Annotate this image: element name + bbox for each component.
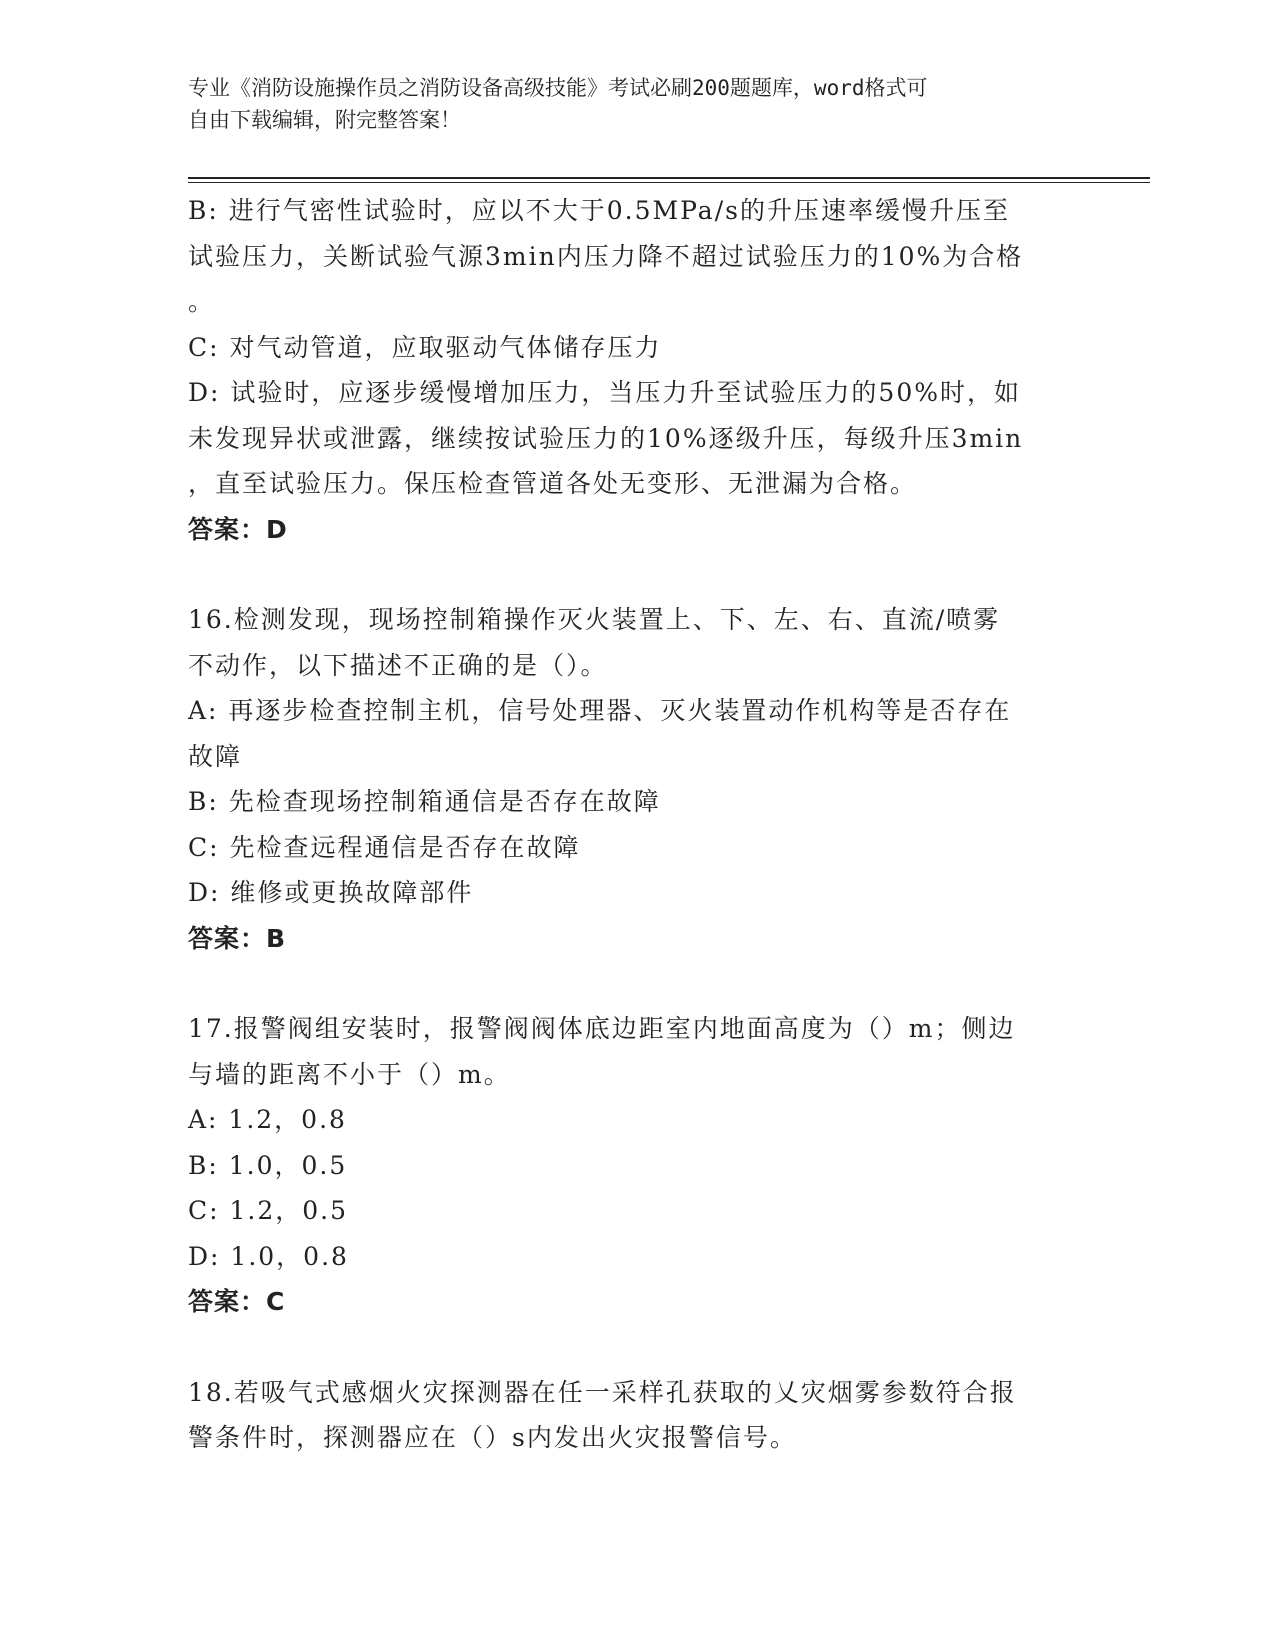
question-text-line-1: 16.检测发现，现场控制箱操作灭火装置上、下、左、右、直流/喷雾 — [188, 605, 1001, 634]
option-a: A: 1.2，0.8 — [188, 1105, 347, 1134]
header-divider-thick — [188, 177, 1150, 179]
spacer — [188, 1325, 1088, 1370]
header-line-2: 自由下载编辑，附完整答案！ — [188, 108, 461, 132]
question-15-continued — [188, 188, 1088, 552]
option-b: B: 先检查现场控制箱通信是否存在故障 — [188, 787, 661, 816]
spacer — [188, 961, 1088, 1006]
option-c: C: 先检查远程通信是否存在故障 — [188, 832, 581, 862]
option-d: D: 1.0，0.8 — [188, 1241, 349, 1271]
answer: 答案：B — [188, 923, 287, 953]
question-text-line-1: 17.报警阀组安装时，报警阀阀体底边距室内地面高度为（）m；侧边 — [188, 1014, 1016, 1043]
page-header — [188, 72, 1088, 136]
option-b-line-2: 试验压力，关断试验气源3min内压力降不超过试验压力的10%为合格 — [188, 241, 1024, 271]
header-divider-thin — [188, 182, 1150, 183]
question-text-line-2: 不动作，以下描述不正确的是（）。 — [188, 650, 608, 680]
question-18 — [188, 1370, 1088, 1461]
document-body — [188, 188, 1088, 1461]
question-text-line-2: 警条件时，探测器应在（）s内发出火灾报警信号。 — [188, 1423, 797, 1452]
option-d-line-2: 未发现异状或泄露，继续按试验压力的10%逐级升压，每级升压3min — [188, 423, 1024, 453]
option-a-line-2: 故障 — [188, 741, 243, 771]
option-d-line-1: D: 试验时，应逐步缓慢增加压力，当压力升至试验压力的50%时，如 — [188, 378, 1021, 407]
option-b-line-3: 。 — [188, 287, 216, 316]
option-d: D: 维修或更换故障部件 — [188, 878, 474, 907]
question-text-line-1: 18.若吸气式感烟火灾探测器在任一采样孔获取的乂灾烟雾参数符合报 — [188, 1377, 1017, 1407]
question-17 — [188, 1006, 1088, 1325]
answer: 答案：D — [188, 514, 288, 544]
option-b-line-1: B: 进行气密性试验时，应以不大于0.5MPa/s的升压速率缓慢升压至 — [188, 196, 1010, 225]
question-16 — [188, 597, 1088, 961]
question-text-line-2: 与墙的距离不小于（）m。 — [188, 1059, 511, 1089]
header-line-1: 专业《消防设施操作员之消防设备高级技能》考试必刷200题题库，word格式可 — [188, 76, 928, 100]
option-a-line-1: A: 再逐步检查控制主机，信号处理器、灭火装置动作机构等是否存在 — [188, 696, 1012, 725]
spacer — [188, 552, 1088, 597]
option-c: C: 1.2，0.5 — [188, 1196, 349, 1225]
answer: 答案：C — [188, 1287, 286, 1316]
option-b: B: 1.0，0.5 — [188, 1150, 348, 1180]
option-c: C: 对气动管道，应取驱动气体储存压力 — [188, 332, 662, 362]
option-d-line-3: ，直至试验压力。保压检查管道各处无变形、无泄漏为合格。 — [188, 469, 918, 498]
